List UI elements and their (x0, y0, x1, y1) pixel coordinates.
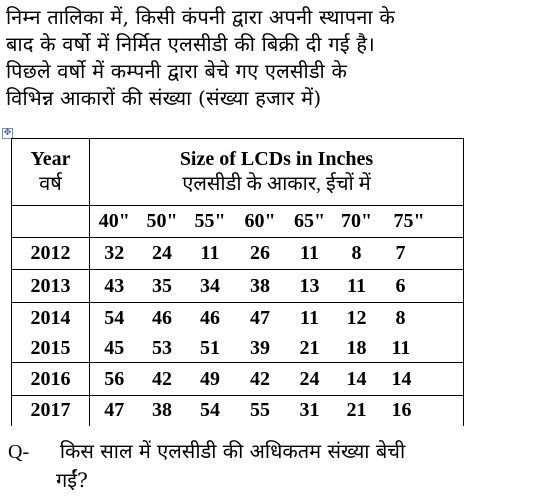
value-cell: 42 (139, 363, 186, 396)
value-cell: 26 (250, 242, 270, 264)
lcd-sales-table (11, 138, 464, 426)
value-cell: 38 (139, 396, 186, 426)
value-cell: 55 (235, 396, 286, 426)
size-group-header-hi: एलसीडी के आकार, ईचों में (182, 173, 371, 195)
intro-line: विभिन्न आकारों की संख्या (संख्या हजार में) (6, 86, 322, 110)
value-cell: 16 (380, 396, 464, 426)
year-header-hi: वर्ष (39, 173, 62, 195)
table-row (12, 303, 464, 335)
value-cell: 11 (380, 335, 464, 363)
year-cell: 2014 (12, 303, 90, 335)
size-group-header-en: Size of LCDs in Inches (179, 148, 374, 170)
year-cell: 2017 (12, 396, 90, 426)
year-cell: 2013 (12, 270, 90, 303)
blank-cell (12, 206, 90, 238)
value-cell: 39 (250, 336, 270, 359)
table-row (12, 335, 464, 363)
size-header: 65" (286, 206, 334, 238)
value-cell: 21 (334, 396, 380, 426)
intro-line: निम्न तालिका में, किसी कंपनी द्वारा अपनी स्थापना के (6, 5, 395, 29)
move-handle-icon[interactable]: ✥ (3, 128, 12, 138)
intro-line: पिछले वर्षो में कम्पनी द्वारा बेचे गए एलसीडी के (6, 59, 348, 83)
question-label: Q- (8, 441, 30, 463)
intro-paragraph (6, 4, 538, 112)
size-group-header (90, 139, 464, 206)
table-row (12, 363, 464, 396)
size-header: 60" (235, 206, 286, 238)
year-cell: 2016 (12, 363, 90, 396)
value-cell: 8 (380, 303, 464, 335)
year-header-en: Year (30, 148, 71, 170)
value-cell: 24 (286, 363, 334, 396)
value-cell: 11 (300, 242, 319, 264)
value-cell: 51 (200, 336, 220, 359)
value-cell: 14 (334, 363, 380, 396)
value-cell: 56 (90, 363, 139, 396)
question (8, 437, 538, 494)
table-row (12, 270, 464, 303)
value-cell: 49 (186, 363, 235, 396)
value-cell: 54 (90, 303, 139, 335)
intro-line: बाद के वर्षो में निर्मित एलसीडी की बिक्री दी गई है। (6, 32, 375, 56)
value-cell: 11 (286, 303, 334, 335)
table-row (12, 238, 464, 270)
value-cell: 42 (235, 363, 286, 396)
size-header: 50" (139, 206, 186, 238)
question-text-line2: गईं? (56, 468, 88, 492)
year-cell: 2015 (12, 335, 90, 363)
value-cell: 47 (235, 303, 286, 335)
value-cell: 53 (152, 336, 172, 359)
size-header: 70" (334, 206, 380, 238)
value-cell: 11 (334, 270, 380, 303)
size-header: 40" (90, 206, 139, 238)
table-row (12, 396, 464, 426)
value-cell: 46 (186, 303, 235, 335)
value-cell: 34 (186, 270, 235, 303)
value-cell: 7 (380, 238, 464, 270)
value-cell: 38 (235, 270, 286, 303)
value-cell: 8 (351, 242, 362, 264)
value-cell: 43 (90, 270, 139, 303)
value-cell: 12 (334, 303, 380, 335)
value-cell: 21 (299, 336, 320, 359)
value-cell: 54 (186, 396, 235, 426)
value-cell: 13 (286, 270, 334, 303)
value-cell: 35 (139, 270, 186, 303)
value-cell: 14 (380, 363, 464, 396)
value-cell: 46 (139, 303, 186, 335)
question-text-line1: किस साल में एलसीडी की अधिकतम संख्या बेची (59, 439, 406, 463)
value-cell: 11 (200, 242, 220, 264)
value-cell: 47 (90, 396, 139, 426)
value-cell: 18 (346, 336, 367, 359)
year-header (12, 139, 90, 206)
value-cell: 6 (380, 270, 464, 303)
value-cell: 45 (104, 336, 125, 359)
value-cell: 31 (286, 396, 334, 426)
value-cell: 24 (152, 242, 172, 264)
year-cell: 2012 (12, 238, 90, 270)
size-header: 75" (380, 206, 464, 238)
size-header: 55" (186, 206, 235, 238)
value-cell: 32 (104, 242, 125, 264)
